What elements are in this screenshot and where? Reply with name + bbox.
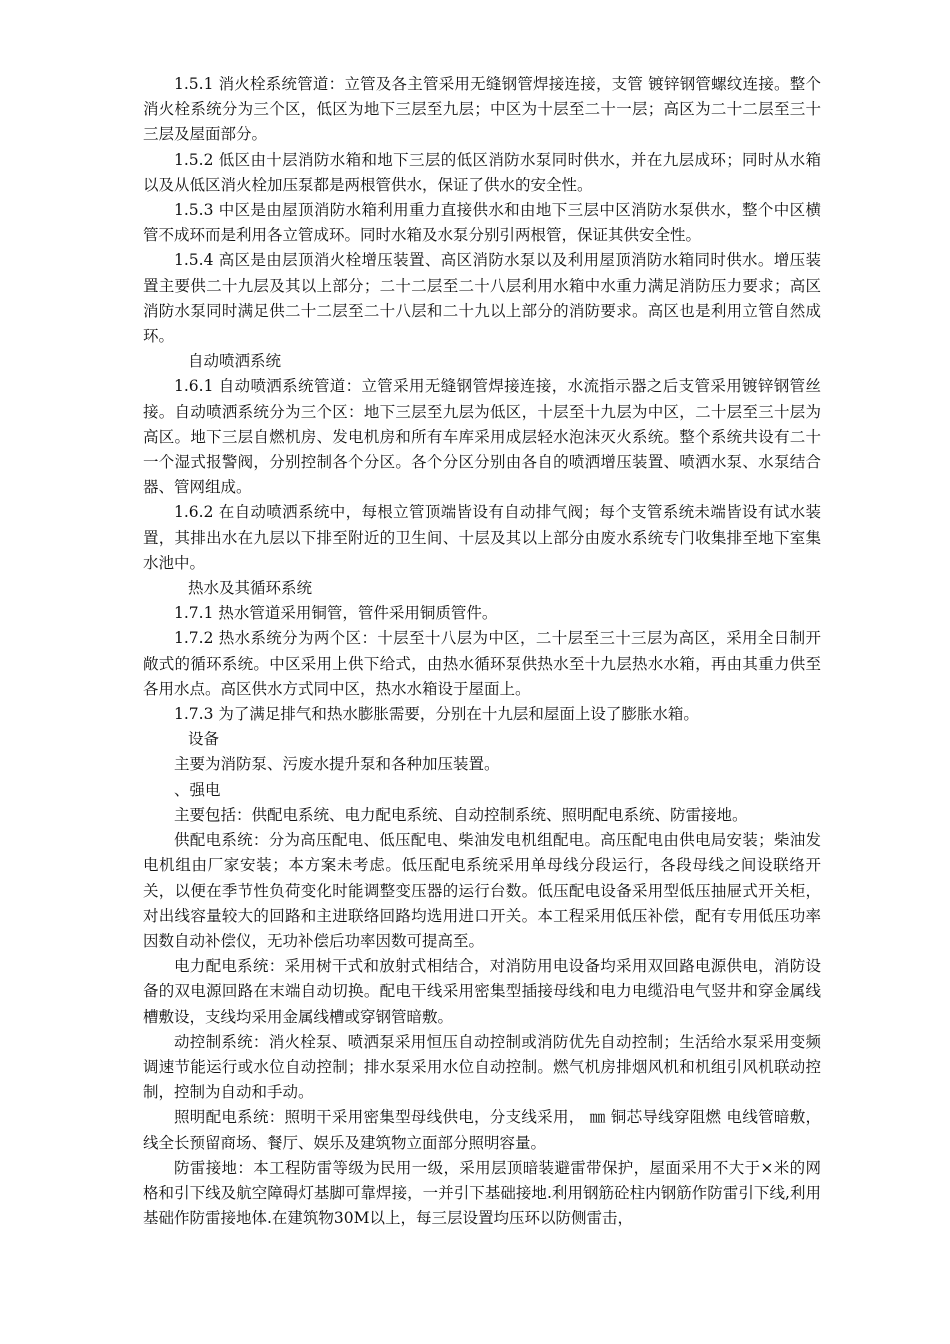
heading-strong-current: 、强电 [174,780,221,799]
paragraph-strong-current-summary: 主要包括：供配电系统、电力配电系统、自动控制系统、照明配电系统、防雷接地。 [174,805,748,824]
paragraph-equipment-summary: 主要为消防泵、污废水提升泵和各种加压装置。 [174,755,500,774]
paragraph-power-distribution: 电力配电系统：采用树干式和放射式相结合，对消防用电设备均采用双回路电源供电，消防设备的双电源回路在末端自动切换。配电干线采用密集型插接母线和电力电缆沿电气竖井和穿金属线槽敷设，支线均采用金属线槽或穿钢管暗敷。 [143,957,821,1026]
paragraph-1-6-1: 1.6.1 自动喷洒系统管道：立管采用无缝钢管焊接连接，水流指示器之后支管采用镀锌钢管丝接。自动喷洒系统分为三个区：地下三层至九层为低区，十层至十九层为中区，二十层至三十层为高区。地下三层自燃机房、发电机房和所有车库采用成层轻水泡沫灭火系统。整个系统共设有二十一个湿式报警阀，分别控制各个分区。各个分区分别由各自的喷洒增压装置、喷洒水泵、水泵结合器、管网组成。 [143,377,821,497]
heading-hot-water-system: 热水及其循环系统 [188,579,313,598]
paragraph-1-5-1: 1.5.1 消火栓系统管道：立管及各主管采用无缝钢管焊接连接，支管 镀锌钢管螺纹连接。整个消火栓系统分为三个区，低区为地下三层至九层；中区为十层至二十一层；高区为二十二层至三十三层及屋面部分。 [143,75,821,144]
paragraph-1-5-2: 1.5.2 低区由十层消防水箱和地下三层的低区消防水泵同时供水，并在九层成环；同时从水箱以及从低区消火栓加压泵都是两根管供水，保证了供水的安全性。 [143,150,821,194]
paragraph-1-5-3: 1.5.3 中区是由屋顶消防水箱利用重力直接供水和由地下三层中区消防水泵供水，整个中区横管不成环而是利用各立管成环。同时水箱及水泵分别引两根管，保证其供安全性。 [143,201,821,245]
heading-equipment: 设备 [188,730,220,749]
paragraph-1-7-1: 1.7.1 热水管道采用铜管，管件采用铜质管件。 [174,604,498,623]
paragraph-1-7-2: 1.7.2 热水系统分为两个区：十层至十八层为中区，二十层至三十三层为高区，采用全日制开敞式的循环系统。中区采用上供下给式，由热水循环泵供热水至十九层热水水箱，再由其重力供至各用水点。高区供水方式同中区，热水水箱设于屋面上。 [143,629,821,698]
paragraph-power-supply: 供配电系统：分为高压配电、低压配电、柴油发电机组配电。高压配电由供电局安装；柴油发电机组由厂家安装；本方案未考虑。低压配电系统采用单母线分段运行，各段母线之间设联络开关，以便在季节性负荷变化时能调整变压器的运行台数。低压配电设备采用型低压抽屉式开关柜，对出线容量较大的回路和主进联络回路均选用进口开关。本工程采用低压补偿，配有专用低压功率因数自动补偿仪，无功补偿后功率因数可提高至。 [143,831,821,950]
heading-sprinkler-system: 自动喷洒系统 [188,352,282,371]
paragraph-1-5-4: 1.5.4 高区是由层顶消火栓增压装置、高区消防水泵以及利用屋顶消防水箱同时供水。增压装置主要供二十九层及其以上部分；二十二层至二十八层利用水箱中水重力满足消防压力要求；高区消防水泵同时满足供二十二层至二十八层和二十九以上部分的消防要求。高区也是利用立管自然成环。 [143,251,821,346]
paragraph-1-7-3: 1.7.3 为了满足排气和热水膨胀需要，分别在十九层和屋面上设了膨胀水箱。 [174,705,699,724]
paragraph-1-6-2: 1.6.2 在自动喷洒系统中，每根立管顶端皆设有自动排气阀；每个支管系统未端皆设有试水装置，其排出水在九层以下排至附近的卫生间、十层及其以上部分由废水系统专门收集排至地下室集水池中。 [143,503,821,572]
paragraph-lighting: 照明配电系统：照明干采用密集型母线供电，分支线采用， ㎜ 铜芯导线穿阻燃 电线管暗敷，线全长预留商场、餐厅、娱乐及建筑物立面部分照明容量。 [143,1108,821,1152]
document-page [143,72,821,1231]
paragraph-lightning-protection: 防雷接地：本工程防雷等级为民用一级，采用层顶暗装避雷带保护，屋面采用不大于×米的网格和引下线及航空障碍灯基脚可靠焊接，一并引下基础接地.利用钢筋砼柱内钢筋作防雷引下线,利用基础作防雷接地体.在建筑物30M以上，每三层设置均压环以防侧雷击， [143,1158,821,1228]
paragraph-auto-control: 动控制系统：消火栓泵、喷洒泵采用恒压自动控制或消防优先自动控制；生活给水泵采用变频调速节能运行或水位自动控制；排水泵采用水位自动控制。燃气机房排烟风机和机组引风机联动控制，控制为自动和手动。 [143,1032,821,1102]
